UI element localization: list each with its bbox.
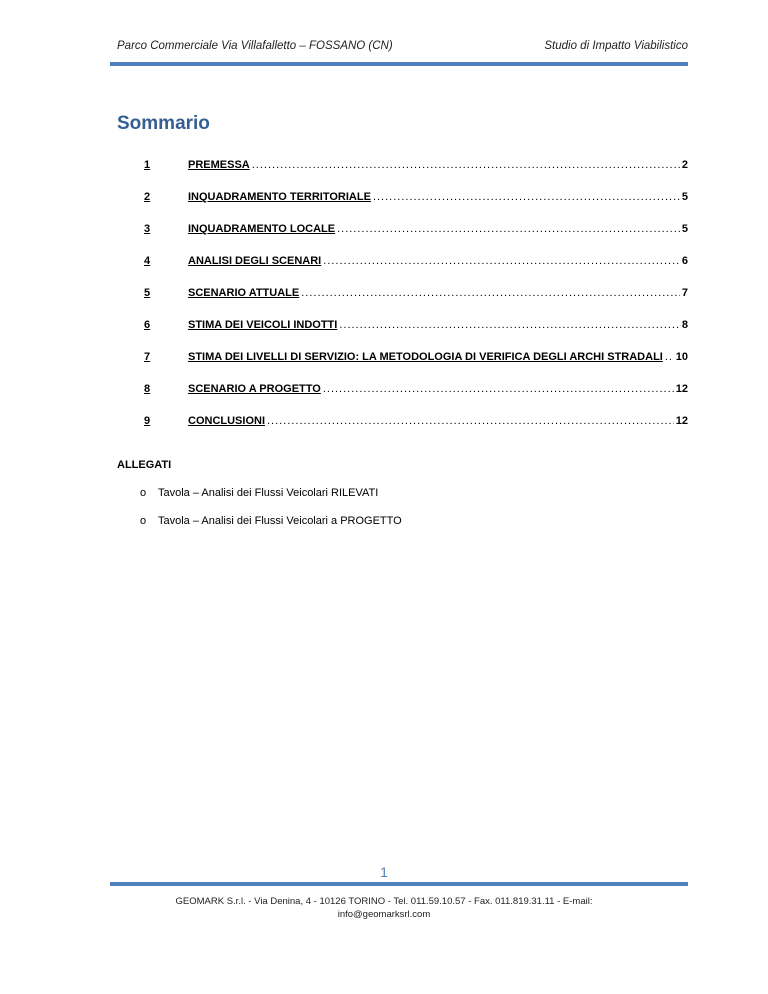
page-title: Sommario	[117, 113, 210, 134]
list-item	[140, 487, 402, 515]
toc-entry-5[interactable]	[144, 287, 688, 319]
list-item	[140, 515, 402, 543]
toc-entry-page: 12	[675, 383, 688, 395]
bullet-icon: o	[140, 515, 147, 527]
toc-leader-dots	[337, 223, 680, 235]
toc-leader-dots	[665, 351, 674, 363]
toc-entry-page: 2	[681, 159, 688, 171]
toc-leader-dots	[323, 255, 680, 267]
page-header	[117, 40, 688, 62]
toc-entry-number: 7	[144, 351, 151, 363]
toc-entry-number: 8	[144, 383, 151, 395]
toc-leader-dots	[252, 159, 680, 171]
toc-entry-7[interactable]	[144, 351, 688, 383]
toc-entry-link[interactable]: PREMESSA	[188, 159, 250, 171]
toc-entry-9[interactable]	[144, 415, 688, 447]
toc-entry-number: 2	[144, 191, 151, 203]
toc-entry-link[interactable]: SCENARIO ATTUALE	[188, 287, 300, 299]
toc-entry-page: 5	[681, 191, 688, 203]
toc-leader-dots	[323, 383, 674, 395]
toc-leader-dots	[301, 287, 680, 299]
toc-entry-page: 5	[681, 223, 688, 235]
toc-entry-link[interactable]: SCENARIO A PROGETTO	[188, 383, 321, 395]
toc-entry-link[interactable]: INQUADRAMENTO LOCALE	[188, 223, 336, 235]
toc-entry-1[interactable]	[144, 159, 688, 191]
toc-entry-number: 6	[144, 319, 151, 331]
toc-entry-number: 4	[144, 255, 151, 267]
bullet-icon: o	[140, 487, 147, 499]
toc-entry-link[interactable]: CONCLUSIONI	[188, 415, 265, 427]
toc-entry-3[interactable]	[144, 223, 688, 255]
page-footer	[150, 895, 618, 921]
allegati-list	[140, 487, 402, 543]
footer-address: GEOMARK S.r.l. - Via Denina, 4 - 10126 TORINO - Tel. 011.59.10.57 - Fax. 011.819.31.11 - E-mail:	[175, 896, 593, 907]
toc-entry-number: 3	[144, 223, 151, 235]
allegato-label: Tavola – Analisi dei Flussi Veicolari a PROGETTO	[158, 515, 402, 527]
table-of-contents	[144, 159, 688, 447]
toc-entry-link[interactable]: STIMA DEI VEICOLI INDOTTI	[188, 319, 338, 331]
toc-entry-number: 5	[144, 287, 151, 299]
toc-entry-8[interactable]	[144, 383, 688, 415]
toc-entry-page: 10	[675, 351, 688, 363]
toc-entry-4[interactable]	[144, 255, 688, 287]
header-divider	[110, 62, 688, 66]
toc-entry-2[interactable]	[144, 191, 688, 223]
footer-email: info@geomarksrl.com	[337, 909, 431, 920]
header-project-title: Parco Commerciale Via Villafalletto – FOSSANO (CN)	[117, 40, 393, 52]
page-number: 1	[380, 864, 388, 880]
toc-leader-dots	[267, 415, 674, 427]
footer-divider	[110, 882, 688, 886]
toc-leader-dots	[339, 319, 680, 331]
toc-entry-number: 1	[144, 159, 151, 171]
toc-entry-page: 6	[681, 255, 688, 267]
header-study-title: Studio di Impatto Viabilistico	[544, 40, 688, 52]
toc-entry-link[interactable]: INQUADRAMENTO TERRITORIALE	[188, 191, 371, 203]
allegato-label: Tavola – Analisi dei Flussi Veicolari RILEVATI	[158, 487, 379, 499]
toc-leader-dots	[373, 191, 680, 203]
allegati-heading: ALLEGATI	[117, 459, 172, 471]
toc-entry-number: 9	[144, 415, 151, 427]
toc-entry-page: 8	[681, 319, 688, 331]
toc-entry-link[interactable]: STIMA DEI LIVELLI DI SERVIZIO: LA METODOLOGIA DI VERIFICA DEGLI ARCHI STRADALI	[188, 351, 663, 363]
toc-entry-page: 12	[675, 415, 688, 427]
toc-entry-link[interactable]: ANALISI DEGLI SCENARI	[188, 255, 322, 267]
toc-entry-page: 7	[681, 287, 688, 299]
toc-entry-6[interactable]	[144, 319, 688, 351]
